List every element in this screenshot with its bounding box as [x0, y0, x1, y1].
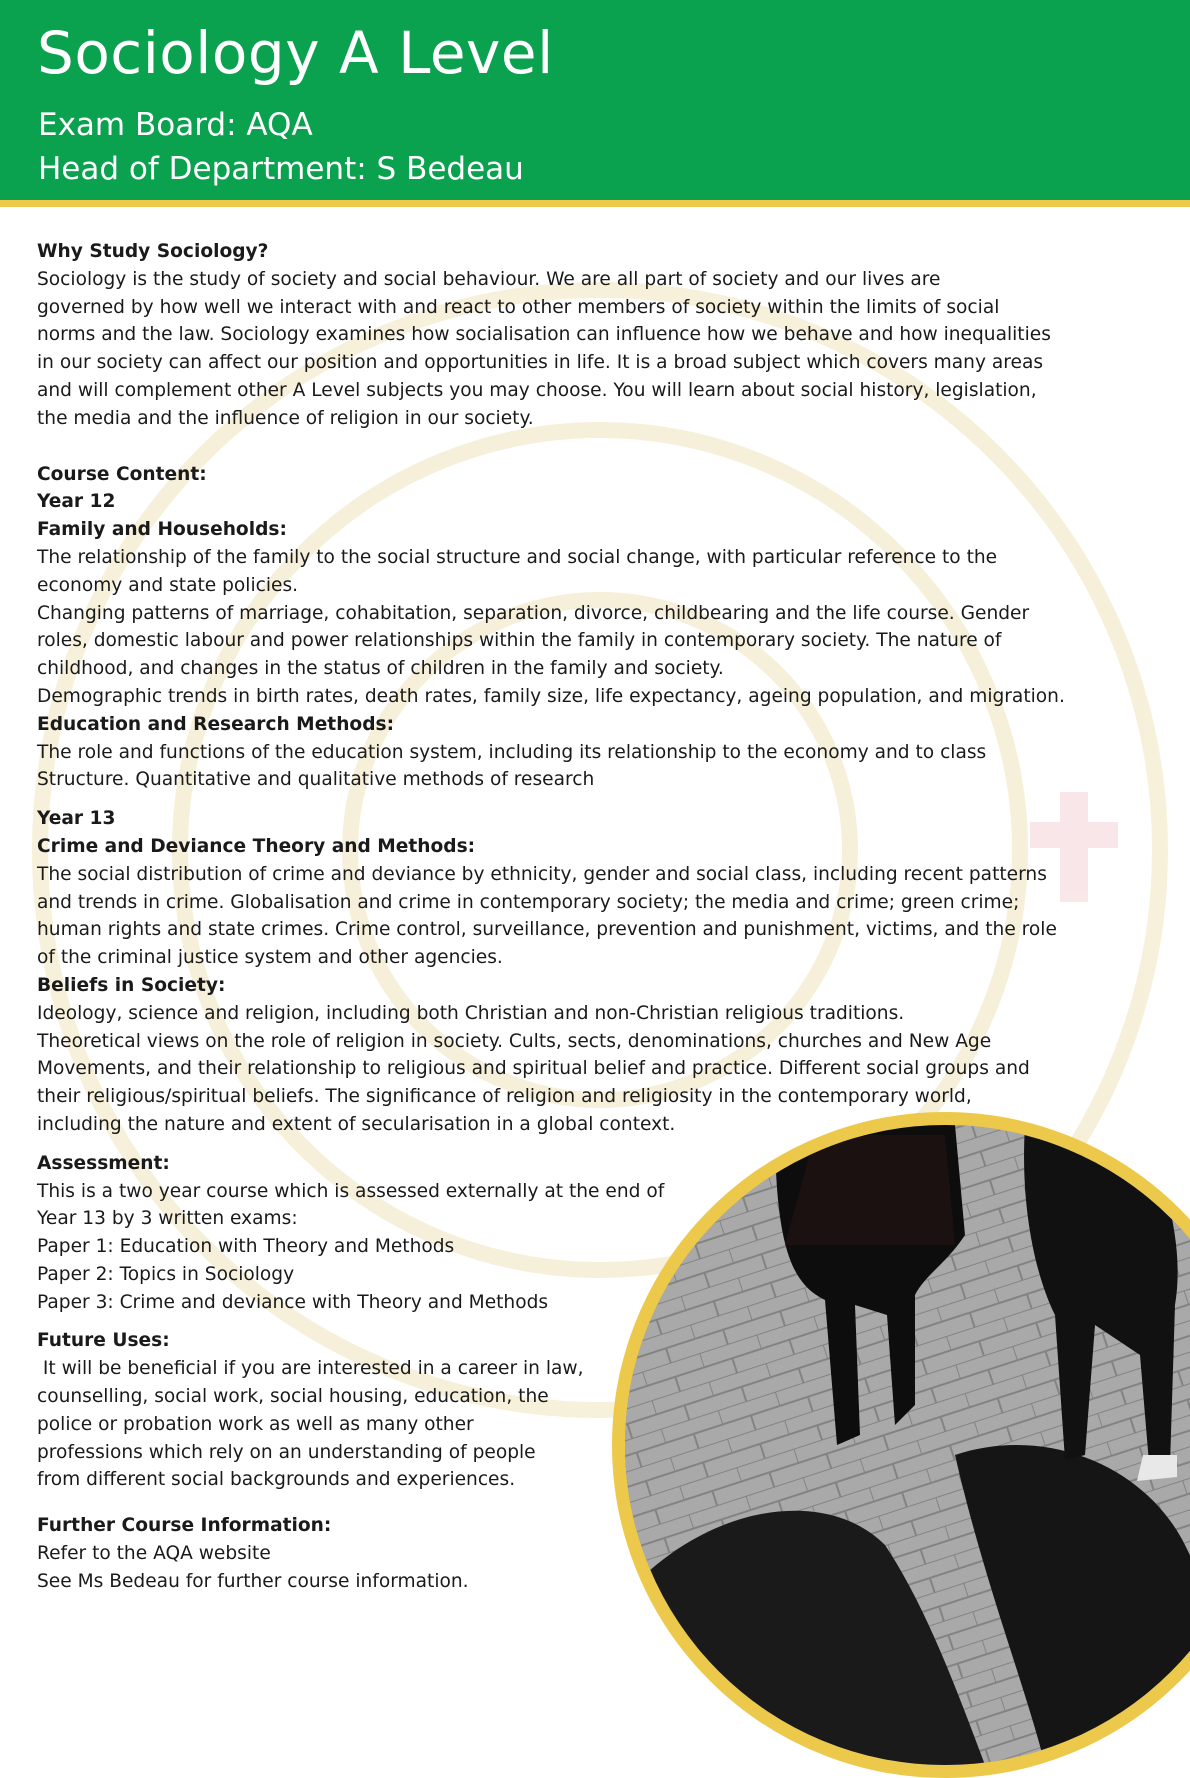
assessment-heading: Assessment: [37, 1152, 170, 1174]
main-content [37, 238, 1157, 1596]
why-line: and will complement other A Level subjects you may choose. You will learn about social history, legislation, [37, 379, 1037, 401]
beliefs-line: including the nature and extent of secularisation in a global context. [37, 1113, 676, 1135]
further-line: Refer to the AQA website [37, 1543, 271, 1565]
header-banner [0, 0, 1190, 207]
future-line: police or probation work as well as many other [37, 1413, 474, 1435]
assessment-line: Paper 1: Education with Theory and Methods [37, 1236, 455, 1258]
family-line: childhood, and changes in the status of children in the family and society. [37, 658, 724, 680]
education-heading: Education and Research Methods: [37, 713, 395, 735]
beliefs-heading: Beliefs in Society: [37, 974, 226, 996]
beliefs-line: Ideology, science and religion, including both Christian and non-Christian religious traditions. [37, 1002, 905, 1024]
why-heading: Why Study Sociology? [37, 241, 269, 262]
why-line: Sociology is the study of society and social behaviour. We are all part of society and our lives are [37, 268, 941, 290]
future-line: from different social backgrounds and experiences. [37, 1469, 516, 1491]
beliefs-line: Movements, and their relationship to religious and spiritual belief and practice. Different social groups and [37, 1058, 1030, 1080]
assessment-line: Paper 3: Crime and deviance with Theory and Methods [37, 1291, 549, 1313]
why-line: the media and the influence of religion in our society. [37, 407, 534, 429]
further-info-heading: Further Course Information: [37, 1515, 332, 1537]
family-line: roles, domestic labour and power relationships within the family in contemporary society. The nature of [37, 630, 1002, 652]
crime-line: of the criminal justice system and other agencies. [37, 947, 503, 969]
crime-heading: Crime and Deviance Theory and Methods: [37, 835, 476, 857]
education-line: Structure. Quantitative and qualitative methods of research [37, 769, 595, 791]
future-uses-heading: Future Uses: [37, 1330, 170, 1352]
spacer [37, 433, 1157, 461]
why-line: governed by how well we interact with and react to other members of society within the limits of social [37, 296, 1000, 318]
exam-board: Exam Board: AQA [38, 107, 313, 143]
page-title: Sociology A Level [37, 19, 554, 87]
future-line: professions which rely on an understanding of people [37, 1441, 536, 1463]
assessment-line: Paper 2: Topics in Sociology [37, 1263, 295, 1285]
future-line: counselling, social work, social housing, education, the [37, 1386, 549, 1408]
education-line: The role and functions of the education system, including its relationship to the economy and to class [37, 741, 987, 763]
assessment-line: Year 13 by 3 written exams: [37, 1208, 298, 1230]
why-line: norms and the law. Sociology examines how socialisation can influence how we behave and how inequalities [37, 324, 1051, 346]
lower-left-column [37, 1150, 697, 1596]
course-content-heading: Course Content: [37, 463, 207, 485]
year-12-heading: Year 12 [37, 491, 116, 513]
beliefs-line: Theoretical views on the role of religion in society. Cults, sects, denominations, churches and New Age [37, 1030, 992, 1052]
beliefs-line: their religious/spiritual beliefs. The significance of religion and religiosity in the contemporary world, [37, 1086, 972, 1108]
family-line: Demographic trends in birth rates, death rates, family size, life expectancy, ageing population, and migration. [37, 685, 1065, 707]
crime-line: human rights and state crimes. Crime control, surveillance, prevention and punishment, victims, and the role [37, 919, 1057, 941]
family-heading: Family and Households: [37, 519, 287, 541]
family-line: economy and state policies. [37, 574, 299, 596]
assessment-line: This is a two year course which is assessed externally at the end of [37, 1180, 665, 1202]
head-of-department: Head of Department: S Bedeau [38, 151, 524, 187]
why-line: in our society can affect our position and opportunities in life. It is a broad subject which covers many areas [37, 352, 1044, 374]
future-line: It will be beneficial if you are interested in a career in law, [37, 1358, 584, 1380]
family-line: Changing patterns of marriage, cohabitation, separation, divorce, childbearing and the life course. Gender [37, 602, 1030, 624]
spacer [37, 1139, 1157, 1150]
spacer [37, 1494, 697, 1512]
year-13-heading: Year 13 [37, 808, 116, 830]
family-line: The relationship of the family to the social structure and social change, with particular reference to the [37, 546, 998, 568]
crime-line: and trends in crime. Globalisation and crime in contemporary society; the media and crime; green crime; [37, 891, 1020, 913]
spacer [37, 794, 1157, 805]
crime-line: The social distribution of crime and deviance by ethnicity, gender and social class, including recent patterns [37, 863, 1047, 885]
further-line: See Ms Bedeau for further course information. [37, 1570, 469, 1592]
spacer [37, 1316, 697, 1327]
